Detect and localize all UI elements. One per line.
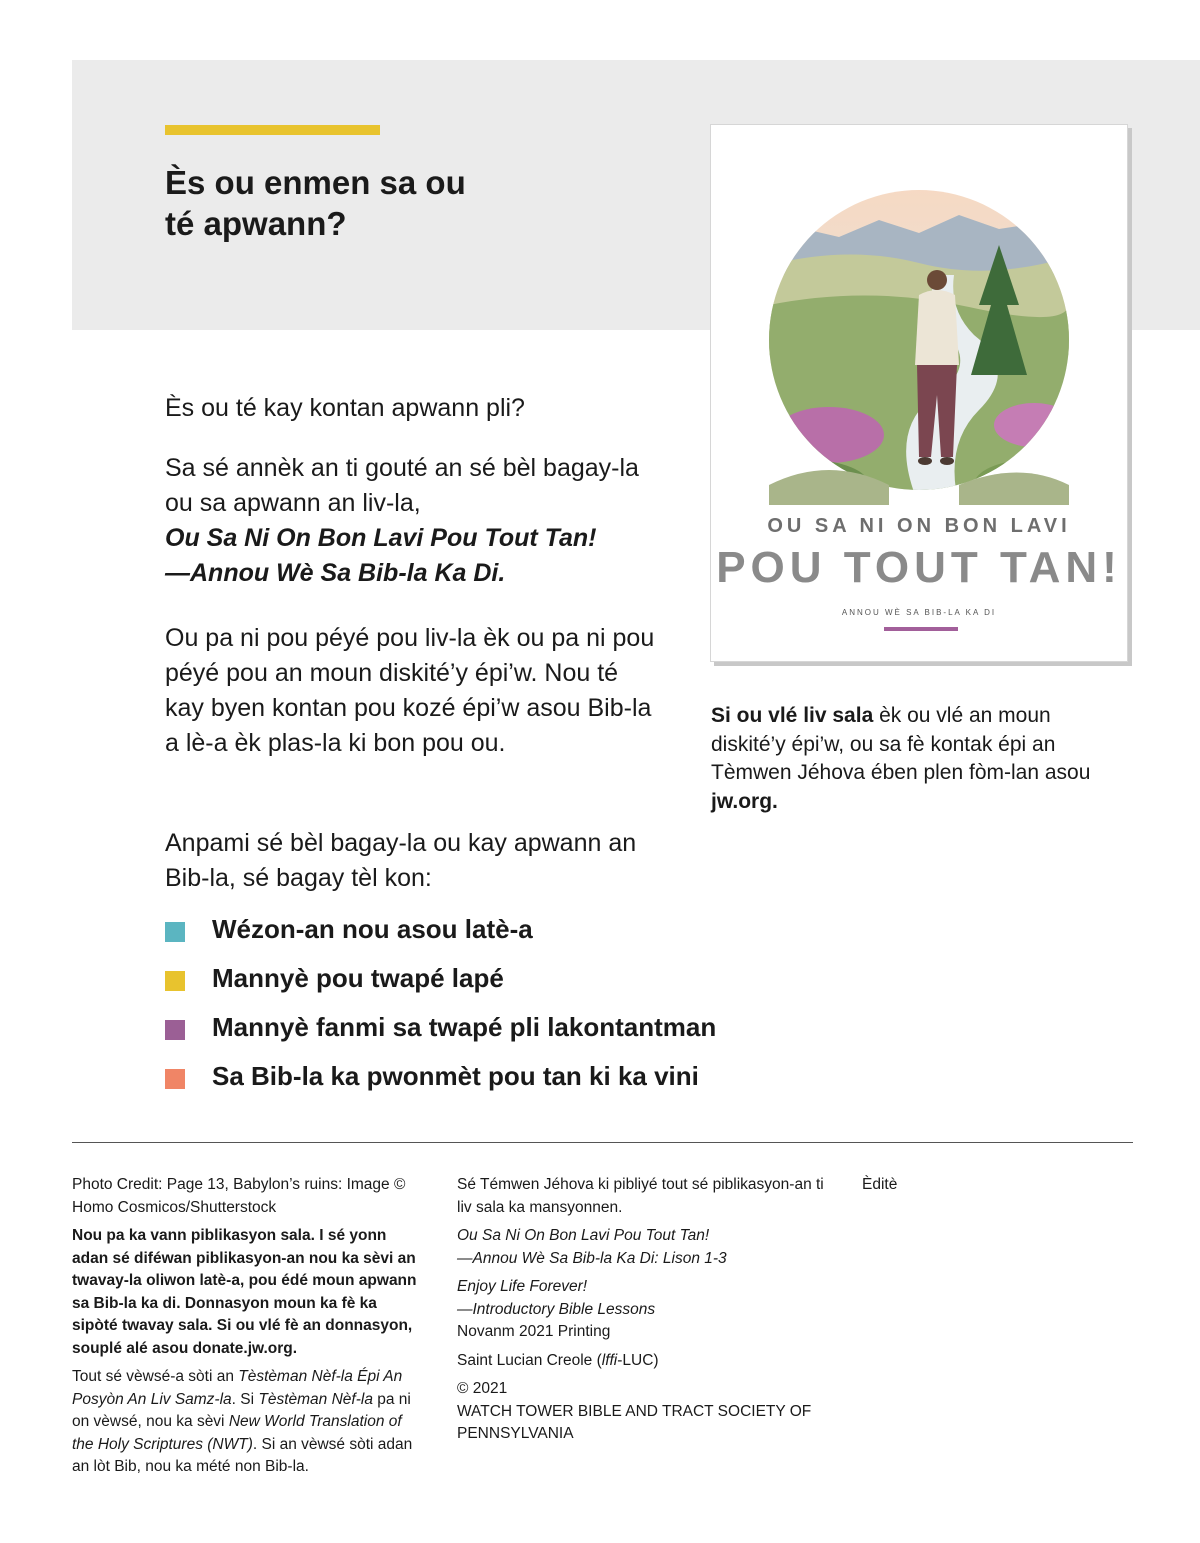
topic-color-square xyxy=(165,1069,185,1089)
source-title-line: —Introductory Bible Lessons xyxy=(457,1300,656,1318)
source-title-english xyxy=(457,1276,827,1344)
language-name: Saint Lucian Creole ( xyxy=(457,1351,602,1369)
footer-column-2 xyxy=(457,1174,827,1452)
topics-list xyxy=(165,912,785,1108)
photo-credit: Photo Credit: Page 13, Babylon’s ruins: Image © Homo Cosmicos/Shutterstock xyxy=(72,1176,406,1216)
topic-color-square xyxy=(165,1020,185,1040)
scripture-note xyxy=(72,1366,422,1479)
cover-illustration xyxy=(769,185,1069,505)
copyright-owner: WATCH TOWER BIBLE AND TRACT SOCIETY OF PENNSYLVANIA xyxy=(457,1402,812,1442)
source-title-local xyxy=(457,1225,827,1270)
source-title-line: —Annou Wè Sa Bib-la Ka Di: Lison 1-3 xyxy=(457,1249,727,1267)
intro-paragraph-text: Sa sé annèk an ti gouté an sé bèl bagay-la ou sa apwann an liv-la, xyxy=(165,454,639,517)
copyright xyxy=(457,1378,827,1446)
topic-color-square xyxy=(165,922,185,942)
topics-intro: Anpami sé bèl bagay-la ou kay apwann an Bib-la, sé bagay tèl kon: xyxy=(165,829,637,892)
donation-notice: Nou pa ka vann piblikasyon sala. I sé yonn adan sé diféwan piblikasyon-an nou ka sèvi an twavay-la oliwon latè-a, pou édé moun apwann sa Bib-la ka di. Donnasyon moun ka fè ka sipòté twavay sala. Si ou vlé fè an donnasyon, souplé alé asou donate.jw.org. xyxy=(72,1227,417,1357)
topic-label: Wézon-an nou asou latè-a xyxy=(212,914,533,944)
jw-org-link[interactable]: jw.org. xyxy=(711,789,778,813)
scripture-note-part: pa ni on vèwsé, nou ka sèvi xyxy=(72,1390,411,1430)
free-offer-paragraph: Ou pa ni pou péyé pou liv-la èk ou pa ni pou péyé pou an moun diskité’y épi’w. Nou té kay byen kontan pou kozé épi’w asou Bib-la a lè-a èk plas-la ki bon pou ou. xyxy=(165,624,655,757)
source-title-line: Enjoy Life Forever! xyxy=(457,1278,588,1295)
scripture-note-part: New World Translation of the Holy Scriptures (NWT) xyxy=(72,1413,402,1453)
list-item xyxy=(165,961,785,1010)
accent-bar xyxy=(165,125,380,135)
language-line xyxy=(457,1350,827,1373)
scripture-note-part: Tèstèman Nèf-la xyxy=(258,1390,373,1408)
topic-label: Sa Bib-la ka pwonmèt pou tan ki ka vini xyxy=(212,1061,699,1091)
book-cover[interactable] xyxy=(710,124,1128,662)
scripture-note-part: Tèstèman Nèf-la Épi An Posyòn An Liv Samz-la xyxy=(72,1368,403,1408)
publisher-note: Sé Témwen Jéhova ki pibliyé tout sé piblikasyon-an ti liv sala ka mansyonnen. xyxy=(457,1176,824,1216)
title-line-2: té apwann? xyxy=(165,205,347,242)
printing-date: Novanm 2021 Printing xyxy=(457,1323,611,1340)
book-title-line-1: Ou Sa Ni On Bon Lavi Pou Tout Tan! xyxy=(165,524,597,552)
scripture-note-part: Tout sé vèwsé-a sòti an xyxy=(72,1368,239,1385)
page-title xyxy=(165,162,595,244)
request-note xyxy=(711,702,1111,816)
cover-title-line-2: POU TOUT TAN! xyxy=(716,543,1122,592)
cover-subtitle: ANNOU WÈ SA BIB-LA KA DI xyxy=(841,608,997,617)
book-title-line-2: —Annou Wè Sa Bib-la Ka Di. xyxy=(165,559,506,587)
footer-column-3 xyxy=(862,1174,1062,1203)
topic-label: Mannyè fanmi sa twapé pli lakontantman xyxy=(212,1012,717,1042)
title-line-1: Ès ou enmen sa ou xyxy=(165,164,466,201)
language-suffix: -LUC) xyxy=(617,1351,659,1369)
scripture-note-part: . Si an vèwsé sòti adan an lòt Bib, nou ka mété non Bib-la. xyxy=(72,1435,413,1475)
cover-accent-line xyxy=(884,627,958,631)
language-code: lffi xyxy=(601,1351,618,1369)
scripture-note-part: . Si xyxy=(231,1390,259,1408)
list-item xyxy=(165,912,785,961)
intro-paragraph xyxy=(165,451,655,591)
request-note-lead: Si ou vlé liv sala xyxy=(711,704,874,727)
request-note-text: èk ou vlé an moun diskité’y épi’w, ou sa fè kontak épi an Tèmwen Jéhova ében plen fòm-lan asou xyxy=(711,704,1091,784)
topic-label: Mannyè pou twapé lapé xyxy=(212,963,504,993)
list-item xyxy=(165,1010,785,1059)
footer-column-1 xyxy=(72,1174,422,1485)
editor-label: Èditè xyxy=(862,1176,898,1193)
footer-divider xyxy=(72,1142,1133,1143)
source-title-line: Ou Sa Ni On Bon Lavi Pou Tout Tan! xyxy=(457,1227,710,1244)
cover-title-line-1: OU SA NI ON BON LAVI xyxy=(767,515,1071,537)
copyright-year: © 2021 xyxy=(457,1380,508,1397)
list-item xyxy=(165,1059,785,1108)
topic-color-square xyxy=(165,971,185,991)
intro-question: Ès ou té kay kontan apwann pli? xyxy=(165,394,525,422)
